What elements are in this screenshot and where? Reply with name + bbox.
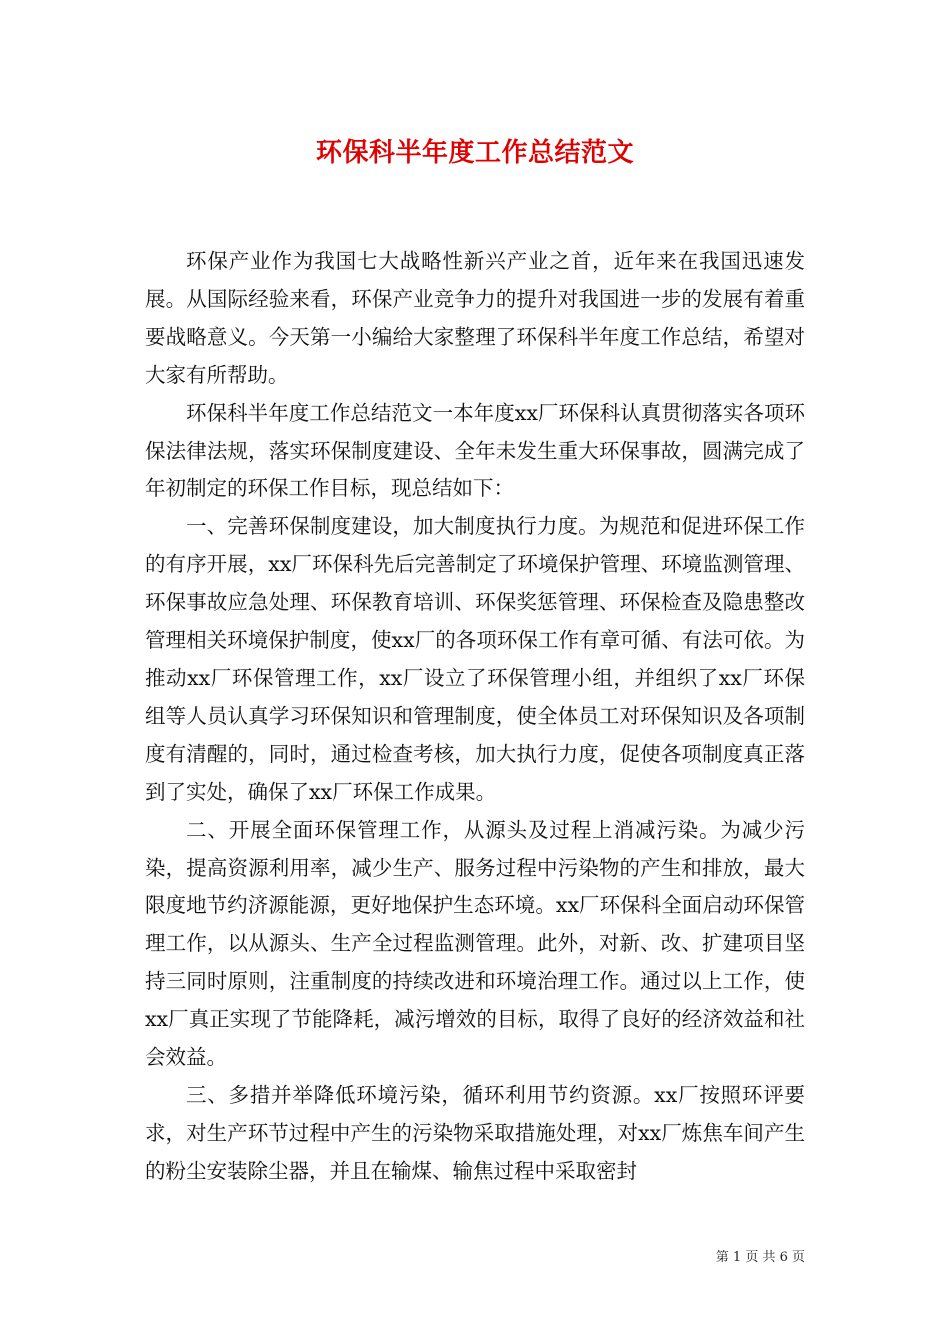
page-number-footer: 第 1 页 共 6 页 xyxy=(715,1250,805,1265)
document-title: 环保科半年度工作总结范文 xyxy=(315,138,634,168)
paragraph-intro: 环保产业作为我国七大战略性新兴产业之首，近年来在我国迅速发展。从国际经验来看，环保产业竞争力的提升对我国进一步的发展有着重要战略意义。今天第一小编给大家整理了环保科半年度工作总结，希望对大家有所帮助。 xyxy=(145,249,805,387)
paragraph-section-1: 一、完善环保制度建设，加大制度执行力度。为规范和促进环保工作的有序开展，xx厂环保科先后完善制定了环境保护管理、环境监测管理、环保事故应急处理、环保教育培训、环保奖惩管理、环保检查及隐患整改管理相关环境保护制度，使xx厂的各项环保工作有章可循、有法可依。为推动xx厂环保管理工作，xx厂设立了环保管理小组，并组织了xx厂环保组等人员认真学习环保知识和管理制度，使全体员工对环保知识及各项制度有清醒的，同时，通过检查考核，加大执行力度，促使各项制度真正落到了实处，确保了xx厂环保工作成果。 xyxy=(145,514,805,804)
paragraph-summary-opening: 环保科半年度工作总结范文一本年度xx厂环保科认真贯彻落实各项环保法律法规，落实环保制度建设、全年未发生重大环保事故，圆满完成了年初制定的环保工作目标，现总结如下： xyxy=(145,400,805,501)
paragraph-section-2: 二、开展全面环保管理工作，从源头及过程上消减污染。为减少污染，提高资源利用率，减少生产、服务过程中污染物的产生和排放，最大限度地节约济源能源，更好地保护生态环境。xx厂环保科全面启动环保管理工作，以从源头、生产全过程监测管理。此外，对新、改、扩建项目坚持三同时原则，注重制度的持续改进和环境治理工作。通过以上工作，使xx厂真正实现了节能降耗，减污增效的目标，取得了良好的经济效益和社会效益。 xyxy=(145,817,805,1070)
paragraph-section-3: 三、多措并举降低环境污染，循环利用节约资源。xx厂按照环评要求，对生产环节过程中产生的污染物采取措施处理，对xx厂炼焦车间产生的粉尘安装除尘器，并且在输煤、输焦过程中采取密封 xyxy=(145,1082,805,1183)
document-body xyxy=(145,243,805,1191)
